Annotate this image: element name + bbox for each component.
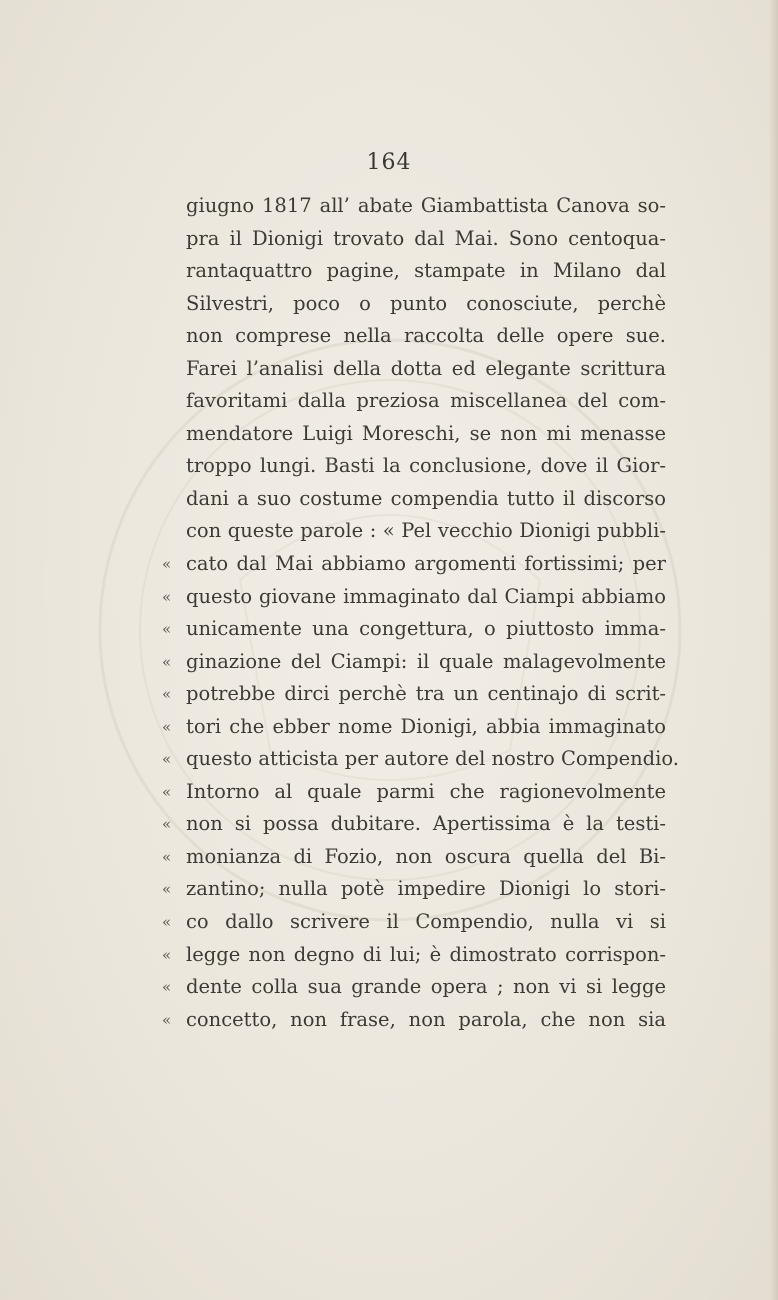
text-line (162, 548, 666, 581)
quote-mark: « (162, 555, 172, 574)
text-line-content: unicamente una congettura, o piuttosto imma- (186, 617, 666, 641)
quote-mark: « (162, 913, 172, 932)
text-line (162, 841, 666, 874)
text-line-content: giugno 1817 all’ abate Giambattista Canova so- (186, 194, 666, 217)
text-line (162, 743, 679, 776)
text-line-content: questo giovane immaginato dal Ciampi abbiamo (186, 584, 666, 608)
text-line-content: rantaquattro pagine, stampate in Milano dal (186, 259, 666, 283)
text-line (186, 353, 666, 386)
text-line-content: pra il Dionigi trovato dal Mai. Sono centoqua- (186, 226, 666, 250)
text-line-content: concetto, non frase, non parola, che non sia (186, 1007, 666, 1031)
page-edge (770, 0, 778, 1300)
text-line (186, 320, 666, 353)
quote-mark: « (162, 685, 172, 704)
text-line-content: mendatore Luigi Moreschi, se non mi menasse (186, 421, 666, 445)
quote-mark: « (162, 620, 172, 639)
body-text (162, 190, 679, 1036)
quote-mark: « (162, 815, 172, 834)
text-line-content: ginazione del Ciampi: il quale malagevolmente (186, 649, 666, 673)
text-line-content: co dallo scrivere il Compendio, nulla vi si (186, 910, 666, 934)
quote-mark: « (162, 652, 172, 671)
text-line-content: Silvestri, poco o punto conosciute, perchè (186, 291, 666, 315)
quote-mark: « (162, 847, 172, 866)
text-line (186, 255, 666, 288)
quote-mark: « (162, 945, 172, 964)
text-line-content: troppo lungi. Basti la conclusione, dove il Gior- (186, 454, 666, 478)
quote-mark: « (162, 782, 172, 801)
text-line (162, 678, 666, 711)
page-number: 164 (366, 150, 412, 175)
text-line (162, 873, 666, 906)
text-line-content: non si possa dubitare. Apertissima è la testi- (186, 812, 666, 836)
quote-mark: « (162, 978, 172, 997)
text-line-content: zantino; nulla potè impedire Dionigi lo stori- (186, 877, 666, 901)
quote-mark: « (162, 750, 172, 769)
text-line-content: dani a suo costume compendia tutto il discorso (186, 486, 666, 510)
text-line (186, 190, 666, 223)
text-line (162, 581, 666, 614)
text-line (186, 450, 666, 483)
text-line (162, 971, 666, 1004)
quote-mark: « (162, 717, 172, 736)
text-line-content: Farei l’analisi della dotta ed elegante scrittura (186, 356, 666, 380)
text-line-content: potrebbe dirci perchè tra un centinajo di scrit- (186, 682, 666, 706)
text-line-content: monianza di Fozio, non oscura quella del Bi- (186, 844, 666, 868)
text-line (162, 776, 666, 809)
text-line (162, 613, 666, 646)
text-line (186, 515, 666, 548)
text-line-content: non comprese nella raccolta delle opere sue. (186, 324, 666, 348)
text-line (162, 808, 666, 841)
text-line-content: tori che ebber nome Dionigi, abbia immaginato (186, 714, 666, 738)
text-line-content: con queste parole : « Pel vecchio Dionigi pubbli- (186, 519, 666, 543)
text-line (162, 1004, 666, 1037)
text-line (186, 288, 666, 321)
quote-mark: « (162, 880, 172, 899)
text-line-content: dente colla sua grande opera ; non vi si legge (186, 975, 666, 999)
text-line (162, 711, 666, 744)
text-line-content: cato dal Mai abbiamo argomenti fortissimi; per (186, 552, 666, 576)
text-line-content: questo atticista per autore del nostro Compendio. (186, 747, 679, 771)
text-line (162, 646, 666, 679)
text-line-content: legge non degno di lui; è dimostrato corrispon- (186, 942, 666, 966)
text-line-content: favoritami dalla preziosa miscellanea del com- (186, 389, 666, 413)
text-line (186, 385, 666, 418)
text-line (162, 906, 666, 939)
text-line-content: Intorno al quale parmi che ragionevolmente (186, 779, 666, 803)
quote-mark: « (162, 1010, 172, 1029)
quote-mark: « (162, 587, 172, 606)
text-line (186, 483, 666, 516)
text-line (186, 418, 666, 451)
text-line (186, 223, 666, 256)
text-line (162, 939, 666, 972)
